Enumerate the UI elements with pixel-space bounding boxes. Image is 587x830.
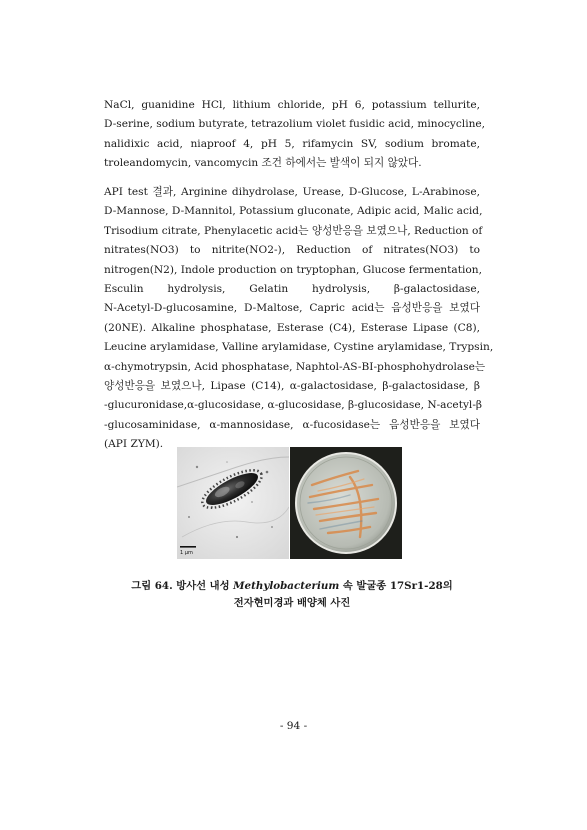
- culture-plate-svg: [290, 447, 402, 559]
- text-line: Trisodium citrate, Phenylacetic acid는 양성반응을 보였으나, Reduction of: [104, 224, 483, 237]
- text-line: 양성반응을 보였으나, Lipase (C14), α-galactosidase, β-galactosidase, β: [104, 380, 480, 393]
- text-line: nitrogen(N2), Indole production on tryptophan, Glucose fermentation,: [104, 263, 482, 276]
- text-line: α-chymotrypsin, Acid phosphatase, Naphtol-AS-BI-phosphohydrolase는: [104, 360, 486, 373]
- text-line: -glucuronidase,α-glucosidase, α-glucosidase, β-glucosidase, N-acetyl-β: [104, 399, 483, 412]
- text-line: (API ZYM).: [104, 438, 164, 451]
- paragraph-api-test: [104, 183, 494, 455]
- text-line: API test 결과, Arginine dihydrolase, Urease, D-Glucose, L-Arabinose,: [104, 186, 480, 198]
- micrograph-svg: [177, 447, 289, 559]
- text-line: -glucosaminidase, α-mannosidase, α-fucosidase는 음성반응을 보였다: [104, 418, 480, 431]
- text-line: NaCl, guanidine HCl, lithium chloride, pH 6, potassium tellurite,: [104, 99, 480, 111]
- text-line: D-serine, sodium butyrate, tetrazolium violet fusidic acid, minocycline,: [104, 118, 486, 131]
- caption-suffix: 속 발굴종 17Sr1-28의: [339, 580, 453, 592]
- text-line: (20NE). Alkaline phosphatase, Esterase (C4), Esterase Lipase (C8),: [104, 321, 480, 334]
- figure-caption: [104, 578, 480, 612]
- text-line: troleandomycin, vancomycin 조건 하에서는 발색이 되지 않았다.: [104, 157, 422, 170]
- caption-genus: Methylobacterium: [233, 580, 340, 592]
- culture-plate-image: [290, 447, 402, 559]
- caption-line-1: [104, 578, 480, 595]
- scale-bar-label: 1 μm: [180, 550, 193, 556]
- caption-prefix: 그림 64. 방사선 내성: [131, 580, 234, 592]
- text-line: nitrates(NO3) to nitrite(NO2-), Reduction of nitrates(NO3) to: [104, 244, 480, 257]
- caption-line-2: 전자현미경과 배양체 사진: [233, 597, 351, 609]
- text-line: Esculin hydrolysis, Gelatin hydrolysis, β-galactosidase,: [104, 283, 480, 296]
- paragraph-conditions: [104, 96, 486, 174]
- text-line: nalidixic acid, niaproof 4, pH 5, rifamycin SV, sodium bromate,: [104, 137, 480, 150]
- text-line: N-Acetyl-D-glucosamine, D-Maltose, Capric acid는 음성반응을 보였다: [104, 302, 480, 315]
- text-line: D-Mannose, D-Mannitol, Potassium gluconate, Adipic acid, Malic acid,: [104, 205, 483, 218]
- text-line: Leucine arylamidase, Valline arylamidase, Cystine arylamidase, Trypsin,: [104, 341, 494, 354]
- electron-micrograph-image: [177, 447, 289, 559]
- page-number: - 94 -: [279, 720, 308, 732]
